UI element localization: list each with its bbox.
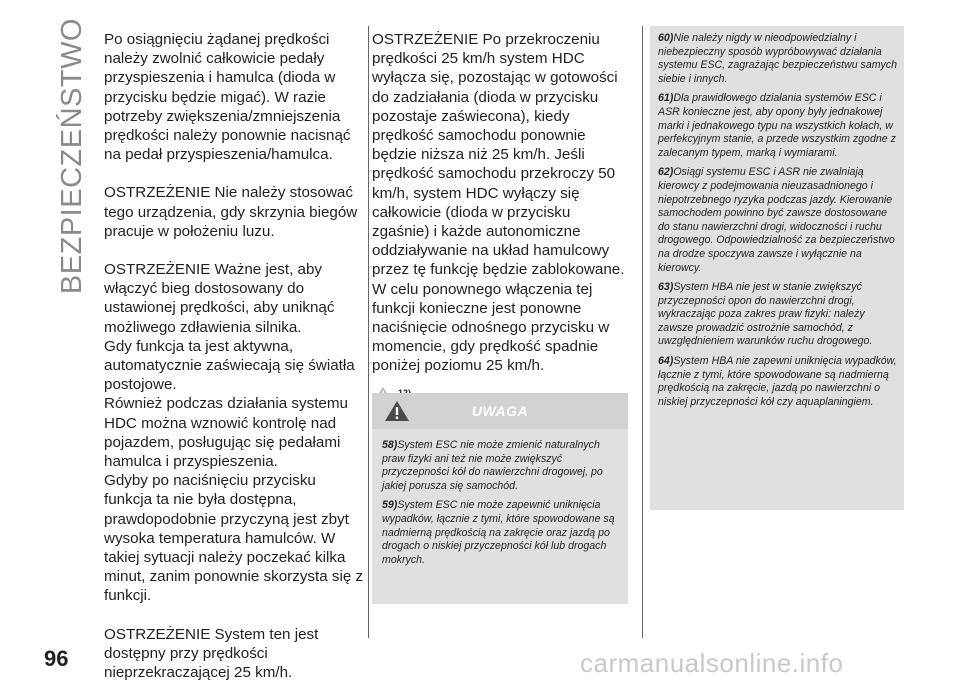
paragraph: Po osiągnięciu żądanej prędkości należy zwolnić całkowicie pedały przyspieszenia i hamulca (dioda w przycisku będzie migać). W razie potrzeby zwiększenia/zmniejszenia prędkości należy ponownie nacisnąć na pedał przyspieszenia/hamulca. — [104, 31, 351, 164]
note-text: System ESC nie może zmienić naturalnych praw fizyki ani też nie może zwiększyć przyczepności kół do nawierzchni drogowej, po jakiej porusza się samochód. — [382, 439, 603, 492]
note-text: Osiągi systemu ESC i ASR nie zwalniają kierowcy z podejmowania nieuzasadnionego i niepotrzebnego ryzyka podczas jazdy. Kierowanie samochodem powinno być zawsze dostosowane do stanu nawierzchni drogi, widoczności i ruchu drogowego. Odpowiedzialność za bezpieczeństwo na drodze spoczywa zawsze i wyłącznie na kierowcy. — [658, 166, 895, 274]
note-text: System HBA nie jest w stanie zwiększyć przyczepności opon do nawierzchni drogi, wykraczając poza zakres praw fizyki: należy zawsze prowadzić ostrożnie samochód, z uwzględnieniem warunków ruchu drogowego. — [658, 281, 873, 348]
paragraph: Również podczas działania systemu HDC można wznowić kontrolę nad pojazdem, posługując się pedałami hamulca i przyspieszenia. — [104, 395, 348, 471]
note-text: System ESC nie może zapewnić uniknięcia wypadków, łącznie z tymi, które spowodowane są nadmierną prędkością na zakręcie oraz jazdą po drogach o niskiej przyczepności kół lub drogach mokrych. — [382, 499, 615, 566]
note-item — [658, 32, 898, 86]
warning-box — [372, 393, 628, 604]
notes-panel — [650, 26, 904, 510]
paragraph: Gdy funkcja ta jest aktywna, automatycznie zaświecają się światła postojowe. — [104, 337, 355, 394]
note-number: 64) — [658, 355, 674, 368]
section-label — [54, 18, 90, 295]
paragraph: OSTRZEŻENIE System ten jest dostępny przy prędkości nieprzekraczającej 25 km/h. — [104, 625, 319, 682]
paragraph: OSTRZEŻENIE Po przekroczeniu prędkości 25 km/h system HDC wyłącza się, pozostając w gotowości do zadziałania (dioda w przycisku pozostaje zaświecona), kiedy prędkość samochodu ponownie będzie niższa niż 25 km/h. Jeśli prędkość samochodu przekroczy 50 km/h, system HDC wyłączy się całkowicie (dioda w przycisku zgaśnie) i każde autonomiczne oddziaływanie na układ hamulcowy przez tę funkcję będzie zablokowane. W celu ponownego włączenia tej funkcji konieczne jest ponowne naciśnięcie odnośnego przycisku w momencie, gdy prędkość spadnie poniżej poziomu 25 km/h. — [372, 31, 625, 375]
paragraph: OSTRZEŻENIE Nie należy stosować tego urządzenia, gdy skrzynia biegów pracuje w położeniu luzu. — [104, 184, 358, 240]
page-number: 96 — [44, 646, 69, 671]
note-number: 63) — [658, 281, 674, 294]
text-column-2 — [372, 30, 628, 403]
warning-notes — [372, 429, 628, 567]
paragraph: Gdyby po naciśnięciu przycisku funkcja ta nie była dostępna, prawdopodobnie przyczyną jest zbyt wysoka temperatura hamulców. W takiej sytuacji należy poczekać kilka minut, zanim ponownie skorzysta się z funkcji. — [104, 472, 364, 605]
note-text: Nie należy nigdy w nieodpowiedzialny i niebezpieczny sposób wypróbowywać działania systemu ESC, zagrażając bezpieczeństwu samych siebie i innych. — [658, 32, 898, 85]
note-number: 59) — [382, 499, 398, 512]
column-divider — [368, 26, 369, 638]
note-number: 60) — [658, 32, 674, 44]
note-number: 62) — [658, 166, 674, 179]
warning-title: UWAGA — [471, 403, 529, 419]
note-item — [382, 439, 618, 493]
watermark: carmanualsonline.info — [580, 648, 844, 678]
note-item — [658, 355, 898, 409]
note-number: 61) — [658, 92, 674, 105]
note-text: Dla prawidłowego działania systemów ESC i ASR konieczne jest, aby opony były jednakowej marki i jednakowego typu na wszystkich kołach, w perfekcyjnym stanie, a przede wszystkim zgodne z zalecanym typem, marką i wymiarami. — [658, 92, 896, 159]
paragraph: OSTRZEŻENIE Ważne jest, aby włączyć bieg dostosowany do ustawionej prędkości, aby uniknąć możliwego zdławienia silnika. — [104, 261, 335, 336]
text-column-1 — [104, 30, 366, 682]
column-divider — [642, 26, 643, 638]
note-item — [658, 166, 898, 275]
note-item — [382, 499, 618, 567]
note-item — [658, 92, 898, 160]
section-label-text: BEZPIECZEŃSTWO — [55, 18, 88, 295]
note-item — [658, 281, 898, 349]
warning-header — [372, 393, 628, 429]
note-number: 58) — [382, 439, 398, 451]
warning-triangle-icon — [384, 400, 410, 422]
note-text: System HBA nie zapewni uniknięcia wypadków, łącznie z tymi, które spowodowane są nadmierną prędkością na zakręcie, jazdą po nawierzchni o niskiej przyczepności kół czy aquaplaningiem. — [658, 355, 897, 408]
